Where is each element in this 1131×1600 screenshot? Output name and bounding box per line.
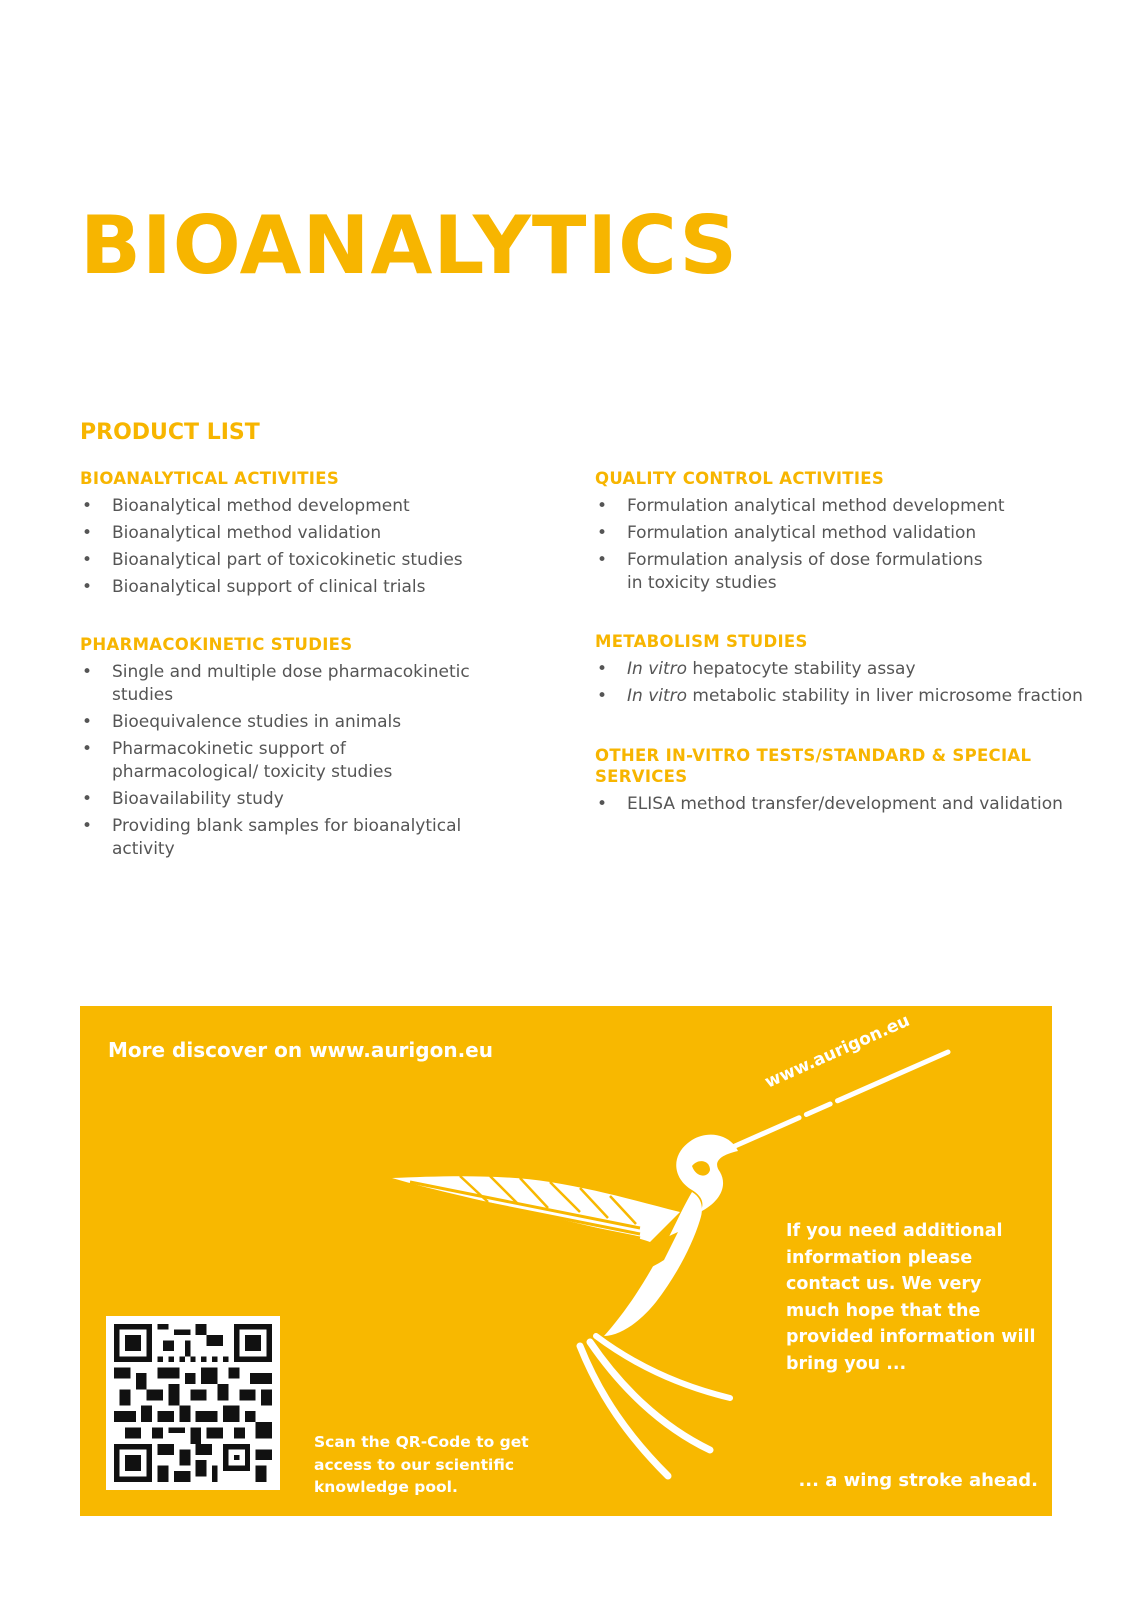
bullet-list	[595, 658, 1115, 708]
product-list-heading: PRODUCT LIST	[80, 420, 260, 445]
section-metabolism-studies	[595, 631, 1115, 712]
list-item: • Bioanalytical part of toxicokinetic studies	[80, 549, 530, 572]
list-item: • Formulation analytical method validation	[595, 522, 1095, 545]
section-heading: PHARMACOKINETIC STUDIES	[80, 635, 353, 654]
section-pharmacokinetic-studies	[80, 634, 530, 865]
page-title: BIOANALYTICS	[80, 199, 738, 292]
scan-qr-text: Scan the QR-Code to get access to our scientific knowledge pool.	[314, 1433, 529, 1496]
list-item: • Pharmacokinetic support of pharmacological/ toxicity studies	[80, 738, 412, 784]
section-heading: OTHER IN-VITRO TESTS/STANDARD & SPECIAL SERVICES	[595, 746, 1032, 786]
contact-text: If you need additional information please contact us. We very much hope that the provided information will bring you ...	[786, 1221, 1036, 1374]
section-bioanalytical-activities	[80, 468, 530, 603]
list-item: • Formulation analysis of dose formulations in toxicity studies	[595, 549, 987, 595]
italic-term: In vitro	[627, 659, 688, 679]
section-heading: QUALITY CONTROL ACTIVITIES	[595, 469, 885, 488]
list-item: • Bioanalytical method validation	[80, 522, 530, 545]
bullet-list	[595, 793, 1065, 816]
list-item: • Formulation analytical method development	[595, 495, 1095, 518]
list-item: • Single and multiple dose pharmacokinetic studies	[80, 661, 492, 707]
list-item: • Bioanalytical support of clinical trials	[80, 576, 530, 599]
list-item	[595, 685, 1115, 708]
list-item: • ELISA method transfer/development and validation	[595, 793, 1065, 816]
section-heading: BIOANALYTICAL ACTIVITIES	[80, 469, 340, 488]
section-quality-control-activities	[595, 468, 1095, 599]
section-heading: METABOLISM STUDIES	[595, 632, 808, 651]
discover-link-text[interactable]: More discover on www.aurigon.eu	[108, 1038, 493, 1062]
list-item: • Bioanalytical method development	[80, 495, 530, 518]
list-item: • Bioavailability study	[80, 788, 530, 811]
italic-term: In vitro	[627, 686, 688, 706]
item-text: metabolic stability in liver microsome fraction	[687, 686, 1083, 706]
beak-url: www.aurigon.eu	[761, 1010, 913, 1093]
list-item: • Bioequivalence studies in animals	[80, 711, 530, 734]
bullet-list	[595, 495, 1095, 595]
section-other-tests	[595, 745, 1065, 820]
promo-banner	[80, 1006, 1052, 1516]
qr-code-icon[interactable]	[106, 1316, 280, 1490]
tagline: ... a wing stroke ahead.	[798, 1470, 1038, 1491]
item-text: hepatocyte stability assay	[687, 659, 916, 679]
list-item: • Providing blank samples for bioanalytical activity	[80, 815, 492, 861]
list-item	[595, 658, 1115, 681]
bullet-list	[80, 495, 530, 599]
bullet-list	[80, 661, 530, 861]
